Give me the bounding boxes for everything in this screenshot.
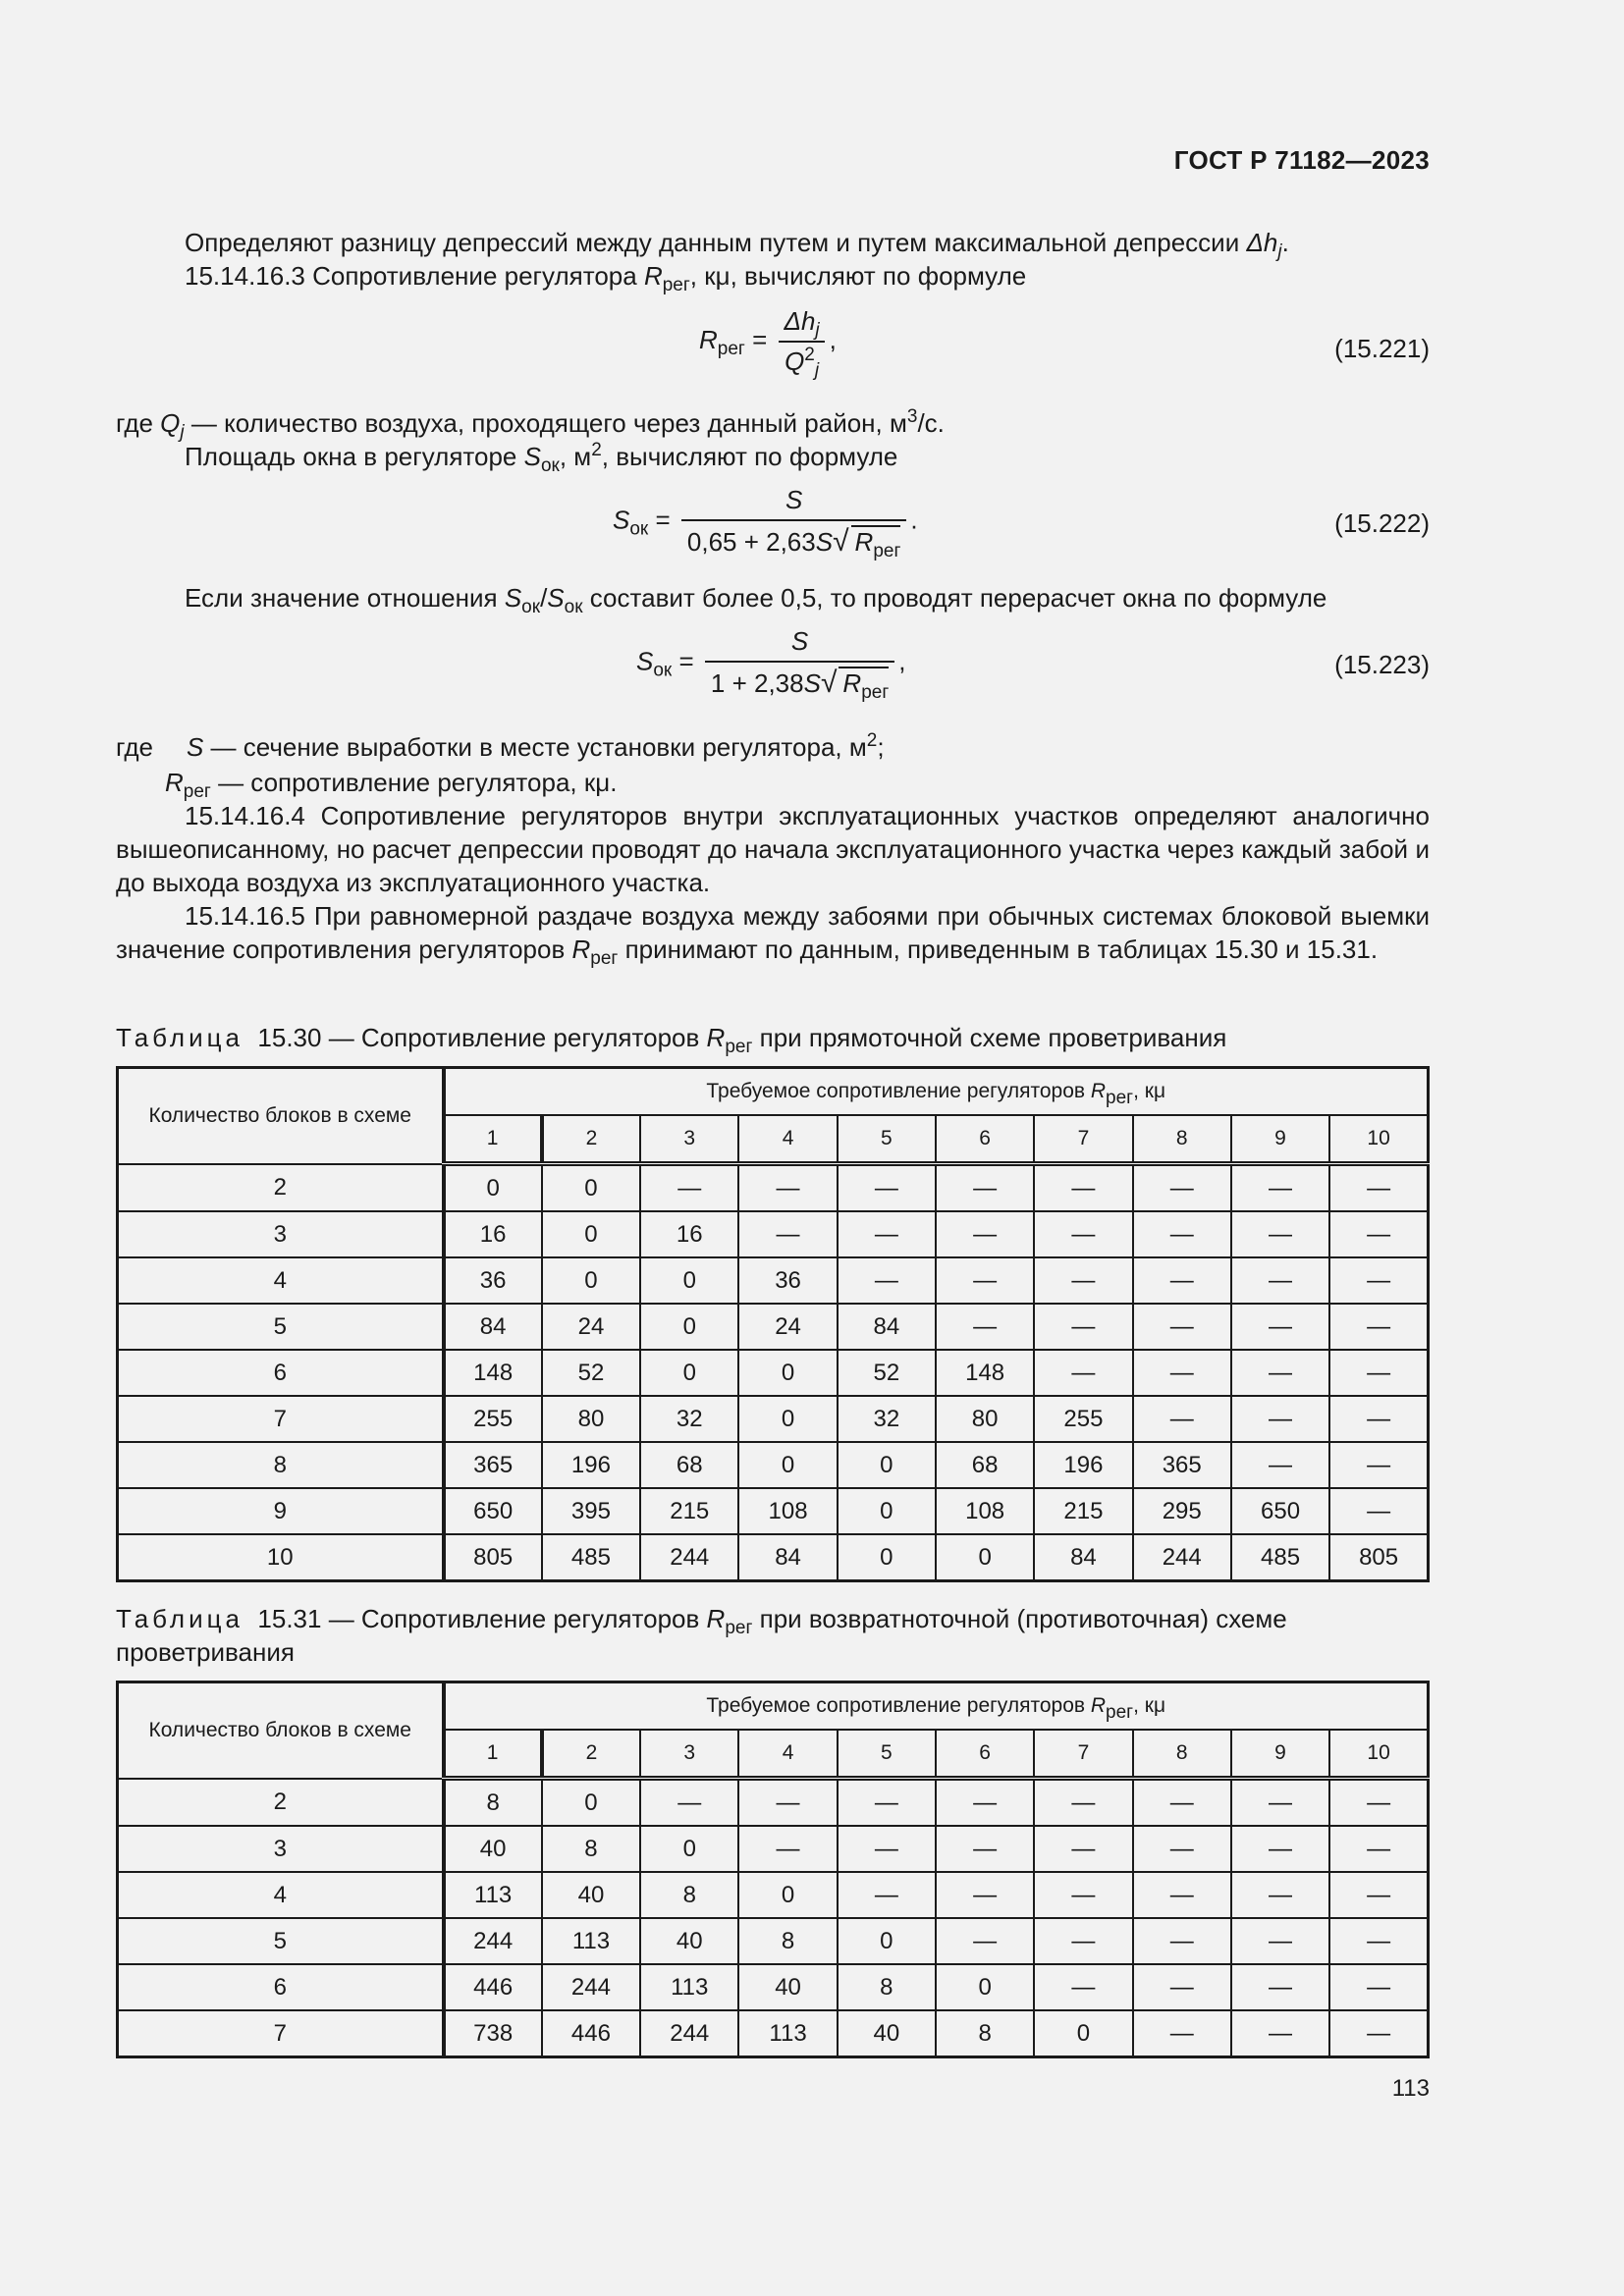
table-cell: — <box>838 1164 936 1212</box>
table-cell: — <box>1034 1918 1132 1964</box>
subcolumn-header: 3 <box>640 1115 738 1164</box>
table-cell: 738 <box>444 2010 542 2057</box>
table-cell: 113 <box>640 1964 738 2010</box>
table-cell: 24 <box>542 1304 640 1350</box>
table-cell: 8 <box>444 1779 542 1827</box>
table-cell: — <box>1329 1257 1428 1304</box>
table-cell: 0 <box>738 1872 837 1918</box>
table-cell: — <box>1231 1918 1329 1964</box>
table-cell: — <box>1133 1350 1231 1396</box>
table-cell: — <box>1329 1779 1428 1827</box>
row-header-cell: 4 <box>118 1257 444 1304</box>
table-cell: 805 <box>1329 1534 1428 1581</box>
paragraph-15-14-16-3: 15.14.16.3 Сопротивление регулятора $R_{рег}$, кμ, вычисляют по формуле <box>185 261 1027 295</box>
row-header-cell: 7 <box>118 1396 444 1442</box>
table-cell: 40 <box>738 1964 837 2010</box>
table-cell: 446 <box>542 2010 640 2057</box>
table-cell: 0 <box>542 1257 640 1304</box>
table-cell: 196 <box>1034 1442 1132 1488</box>
table-cell: 36 <box>444 1257 542 1304</box>
table-cell: 395 <box>542 1488 640 1534</box>
table-cell: 0 <box>640 1304 738 1350</box>
table-row <box>118 1779 1429 1827</box>
table-cell: — <box>1034 1826 1132 1872</box>
table-cell: 0 <box>738 1442 837 1488</box>
subcolumn-header: 10 <box>1329 1115 1428 1164</box>
table-cell: — <box>1231 1211 1329 1257</box>
table-cell: 805 <box>444 1534 542 1581</box>
paragraph-15-14-16-4: 15.14.16.4 Сопротивление регуляторов внутри эксплуатационных участков определяют аналогично вышеописанному, но расчет депрессии проводят до начала эксплуатационного участка через каждый забой и до выхода воздуха из эксплуатационного участка. <box>116 801 1430 897</box>
subcolumn-header: 1 <box>444 1115 542 1164</box>
table-cell: 0 <box>738 1350 837 1396</box>
table-cell: 68 <box>640 1442 738 1488</box>
table-cell: 365 <box>1133 1442 1231 1488</box>
row-header-cell: 5 <box>118 1304 444 1350</box>
table-cell: — <box>738 1211 837 1257</box>
subcolumn-header: 6 <box>936 1115 1034 1164</box>
table-cell: 244 <box>640 2010 738 2057</box>
table-row <box>118 1534 1429 1581</box>
table-cell: 84 <box>838 1304 936 1350</box>
table-row <box>118 1918 1429 1964</box>
subcolumn-header: 6 <box>936 1730 1034 1779</box>
row-header-cell: 9 <box>118 1488 444 1534</box>
formula-15-222: $S_{ок}$ = $\frac{S}{0,65 + 2,63S√ R_{рег}}$ . <box>613 485 918 561</box>
table-cell: — <box>1329 1211 1428 1257</box>
table-cell: — <box>1231 1164 1329 1212</box>
table-row <box>118 1304 1429 1350</box>
equation-number-15-223: (15.223) <box>1334 650 1430 679</box>
equation-number-15-222: (15.222) <box>1334 508 1430 538</box>
table-cell: 196 <box>542 1442 640 1488</box>
table-cell: 0 <box>838 1918 936 1964</box>
paragraph-depression-difference: Определяют разницу депрессий между данным путем и путем максимальной депрессии $\Delta h_j$. <box>185 228 1289 262</box>
table-cell: 485 <box>1231 1534 1329 1581</box>
table-cell: — <box>1329 2010 1428 2057</box>
table-cell: 0 <box>738 1396 837 1442</box>
table-cell: — <box>1133 1164 1231 1212</box>
table-cell: — <box>1231 1872 1329 1918</box>
formula-15-221: $R_{рег}$ = $\frac{\Delta h_j}{Q^2_j}$ , <box>699 306 837 381</box>
table-cell: 244 <box>444 1918 542 1964</box>
table-cell: — <box>1034 1257 1132 1304</box>
subcolumn-header: 3 <box>640 1730 738 1779</box>
table-cell: — <box>1231 1964 1329 2010</box>
row-header-cell: 2 <box>118 1164 444 1212</box>
table-cell: — <box>738 1779 837 1827</box>
table-cell: — <box>1133 1304 1231 1350</box>
table-cell: 8 <box>640 1872 738 1918</box>
table-cell: 8 <box>838 1964 936 2010</box>
table-cell: 84 <box>444 1304 542 1350</box>
table-cell: — <box>738 1164 837 1212</box>
table-cell: — <box>1034 1304 1132 1350</box>
row-header-cell: 3 <box>118 1211 444 1257</box>
table-cell: — <box>1231 1396 1329 1442</box>
column-group-header: Требуемое сопротивление регуляторов $R_{рег}$, кμ <box>444 1682 1429 1731</box>
table-cell: 650 <box>444 1488 542 1534</box>
table-15-31 <box>116 1681 1430 2058</box>
table-cell: 148 <box>936 1350 1034 1396</box>
row-header-cell: 5 <box>118 1918 444 1964</box>
table-cell: 8 <box>936 2010 1034 2057</box>
table-cell: 80 <box>936 1396 1034 1442</box>
table-cell: 255 <box>444 1396 542 1442</box>
paragraph-window-area: Площадь окна в регуляторе $S_{ок}$, $м^2$, вычисляют по формуле <box>185 440 898 476</box>
table-cell: 108 <box>936 1488 1034 1534</box>
table-row <box>118 1350 1429 1396</box>
table-cell: — <box>1231 1257 1329 1304</box>
definition-q: где $Q_j$ — количество воздуха, проходящего через данный район, $м^3/с$. <box>116 406 945 443</box>
table-cell: 244 <box>542 1964 640 2010</box>
table-cell: — <box>1231 1779 1329 1827</box>
table-cell: — <box>1329 1964 1428 2010</box>
table-15-31-caption: Таблица 15.31 — Сопротивление регуляторов $R_{рег}$ при возвратноточной (противоточная) схеме проветривания <box>116 1604 1287 1667</box>
table-cell: — <box>1034 1964 1132 2010</box>
page-number: 113 <box>1391 2075 1430 2102</box>
formula-fraction: $\frac{\Delta h_j}{Q^2_j}$ <box>779 306 826 377</box>
table-cell: — <box>838 1211 936 1257</box>
table-cell: — <box>1231 1826 1329 1872</box>
table-cell: 32 <box>640 1396 738 1442</box>
table-cell: — <box>1329 1918 1428 1964</box>
table-cell: — <box>936 1872 1034 1918</box>
table-cell: 113 <box>444 1872 542 1918</box>
table-cell: — <box>1329 1826 1428 1872</box>
table-row <box>118 1164 1429 1212</box>
table-15-30 <box>116 1066 1430 1582</box>
table-cell: 244 <box>1133 1534 1231 1581</box>
table-cell: — <box>936 1304 1034 1350</box>
table-cell: — <box>1133 1964 1231 2010</box>
table-cell: 295 <box>1133 1488 1231 1534</box>
table-cell: — <box>1034 1779 1132 1827</box>
column-group-header: Требуемое сопротивление регуляторов $R_{рег}$, кμ <box>444 1068 1429 1116</box>
table-cell: 108 <box>738 1488 837 1534</box>
table-row <box>118 1442 1429 1488</box>
table-cell: 40 <box>838 2010 936 2057</box>
subcolumn-header: 10 <box>1329 1730 1428 1779</box>
subcolumn-header: 9 <box>1231 1730 1329 1779</box>
table-cell: — <box>838 1257 936 1304</box>
formula-15-223: $S_{ок}$ = $\frac{S}{1 + 2,38S√ R_{рег}}$ , <box>636 626 906 703</box>
table-cell: 84 <box>1034 1534 1132 1581</box>
table-cell: 8 <box>738 1918 837 1964</box>
subcolumn-header: 7 <box>1034 1115 1132 1164</box>
subcolumn-header: 9 <box>1231 1115 1329 1164</box>
row-header-cell: 2 <box>118 1779 444 1827</box>
table-cell: 113 <box>738 2010 837 2057</box>
table-cell: — <box>1329 1164 1428 1212</box>
paragraph-15-14-16-5: 15.14.16.5 При равномерной раздаче воздуха между забоями при обычных системах блоковой выемки значение сопротивления регуляторов $R_{рег}$ принимают по данным, приведенным в таблицах 15.30 и 15.31. <box>116 901 1430 969</box>
table-cell: 68 <box>936 1442 1034 1488</box>
table-cell: 0 <box>640 1826 738 1872</box>
table-cell: — <box>1231 1304 1329 1350</box>
subcolumn-header: 7 <box>1034 1730 1132 1779</box>
table-cell: 244 <box>640 1534 738 1581</box>
equation-number-15-221: (15.221) <box>1334 334 1430 363</box>
column-header-block-count: Количество блоков в схеме <box>118 1682 444 1779</box>
table-cell: — <box>838 1779 936 1827</box>
table-cell: — <box>1231 1442 1329 1488</box>
table-cell: — <box>936 1826 1034 1872</box>
table-row <box>118 1872 1429 1918</box>
table-cell: — <box>1329 1396 1428 1442</box>
table-cell: — <box>1231 2010 1329 2057</box>
table-cell: — <box>1329 1872 1428 1918</box>
subcolumn-header: 8 <box>1133 1730 1231 1779</box>
table-cell: 16 <box>444 1211 542 1257</box>
table-cell: 40 <box>444 1826 542 1872</box>
table-cell: 0 <box>444 1164 542 1212</box>
formula-fraction: $\frac{S}{1 + 2,38S√ R_{рег}}$ <box>705 626 894 700</box>
table-cell: 0 <box>542 1779 640 1827</box>
row-header-cell: 4 <box>118 1872 444 1918</box>
table-cell: — <box>936 1164 1034 1212</box>
table-cell: 0 <box>838 1534 936 1581</box>
table-cell: — <box>738 1826 837 1872</box>
formula-fraction: $\frac{S}{0,65 + 2,63S√ R_{рег}}$ <box>681 485 907 559</box>
table-cell: 0 <box>1034 2010 1132 2057</box>
table-cell: — <box>1133 1872 1231 1918</box>
table-cell: 40 <box>542 1872 640 1918</box>
definition-r: $R_{рег}$ — сопротивление регулятора, кμ. <box>165 768 618 802</box>
table-cell: — <box>1329 1442 1428 1488</box>
table-cell: — <box>1133 2010 1231 2057</box>
subcolumn-header: 4 <box>738 1730 837 1779</box>
table-cell: — <box>1034 1164 1132 1212</box>
table-cell: — <box>1133 1826 1231 1872</box>
table-cell: — <box>936 1257 1034 1304</box>
table-cell: — <box>1329 1304 1428 1350</box>
table-cell: — <box>936 1211 1034 1257</box>
row-header-cell: 6 <box>118 1350 444 1396</box>
table-cell: — <box>1034 1211 1132 1257</box>
table-cell: 446 <box>444 1964 542 2010</box>
table-cell: 40 <box>640 1918 738 1964</box>
table-cell: 255 <box>1034 1396 1132 1442</box>
row-header-cell: 6 <box>118 1964 444 2010</box>
table-cell: 0 <box>542 1211 640 1257</box>
table-cell: — <box>1329 1488 1428 1534</box>
column-header-block-count: Количество блоков в схеме <box>118 1068 444 1164</box>
table-cell: 215 <box>1034 1488 1132 1534</box>
table-cell: 8 <box>542 1826 640 1872</box>
table-cell: — <box>838 1826 936 1872</box>
table-row <box>118 2010 1429 2057</box>
table-cell: 0 <box>640 1257 738 1304</box>
subcolumn-header: 8 <box>1133 1115 1231 1164</box>
table-15-30-caption: Таблица 15.30 — Сопротивление регуляторов $R_{рег}$ при прямоточной схеме проветривания <box>116 1023 1227 1057</box>
table-cell: 0 <box>542 1164 640 1212</box>
table-cell: — <box>1133 1396 1231 1442</box>
row-header-cell: 8 <box>118 1442 444 1488</box>
table-cell: — <box>1329 1350 1428 1396</box>
table-cell: 365 <box>444 1442 542 1488</box>
table-cell: 0 <box>936 1964 1034 2010</box>
table-cell: — <box>640 1164 738 1212</box>
table-cell: — <box>1133 1918 1231 1964</box>
table-cell: — <box>936 1918 1034 1964</box>
table-cell: — <box>1034 1350 1132 1396</box>
table-cell: 80 <box>542 1396 640 1442</box>
table-row <box>118 1257 1429 1304</box>
table-cell: 16 <box>640 1211 738 1257</box>
table-cell: 215 <box>640 1488 738 1534</box>
table-cell: 148 <box>444 1350 542 1396</box>
table-cell: — <box>1133 1779 1231 1827</box>
paragraph-ratio: Если значение отношения $S_{ок}/S_{ок}$ составит более 0,5, то проводят перерасчет окна по формуле <box>185 583 1327 617</box>
table-cell: 650 <box>1231 1488 1329 1534</box>
table-cell: 0 <box>640 1350 738 1396</box>
subcolumn-header: 2 <box>542 1730 640 1779</box>
table-cell: — <box>1133 1257 1231 1304</box>
table-cell: 485 <box>542 1534 640 1581</box>
table-cell: 0 <box>838 1442 936 1488</box>
document-code: ГОСТ Р 71182—2023 <box>1173 145 1430 175</box>
row-header-cell: 7 <box>118 2010 444 2057</box>
table-row <box>118 1488 1429 1534</box>
table-cell: — <box>838 1872 936 1918</box>
table-cell: 52 <box>838 1350 936 1396</box>
table-cell: — <box>1231 1350 1329 1396</box>
table-cell: — <box>1034 1872 1132 1918</box>
subcolumn-header: 5 <box>838 1730 936 1779</box>
subcolumn-header: 1 <box>444 1730 542 1779</box>
subcolumn-header: 4 <box>738 1115 837 1164</box>
table-cell: — <box>640 1779 738 1827</box>
subcolumn-header: 5 <box>838 1115 936 1164</box>
table-cell: 0 <box>838 1488 936 1534</box>
subcolumn-header: 2 <box>542 1115 640 1164</box>
row-header-cell: 10 <box>118 1534 444 1581</box>
table-cell: 113 <box>542 1918 640 1964</box>
table-cell: — <box>936 1779 1034 1827</box>
table-cell: — <box>1133 1211 1231 1257</box>
table-row <box>118 1211 1429 1257</box>
table-cell: 36 <box>738 1257 837 1304</box>
table-cell: 84 <box>738 1534 837 1581</box>
table-cell: 32 <box>838 1396 936 1442</box>
row-header-cell: 3 <box>118 1826 444 1872</box>
table-row <box>118 1396 1429 1442</box>
table-cell: 52 <box>542 1350 640 1396</box>
table-row <box>118 1964 1429 2010</box>
table-cell: 24 <box>738 1304 837 1350</box>
definition-s: где S — сечение выработки в месте установки регулятора, $м^2$; <box>116 730 885 762</box>
table-cell: 0 <box>936 1534 1034 1581</box>
table-row <box>118 1826 1429 1872</box>
